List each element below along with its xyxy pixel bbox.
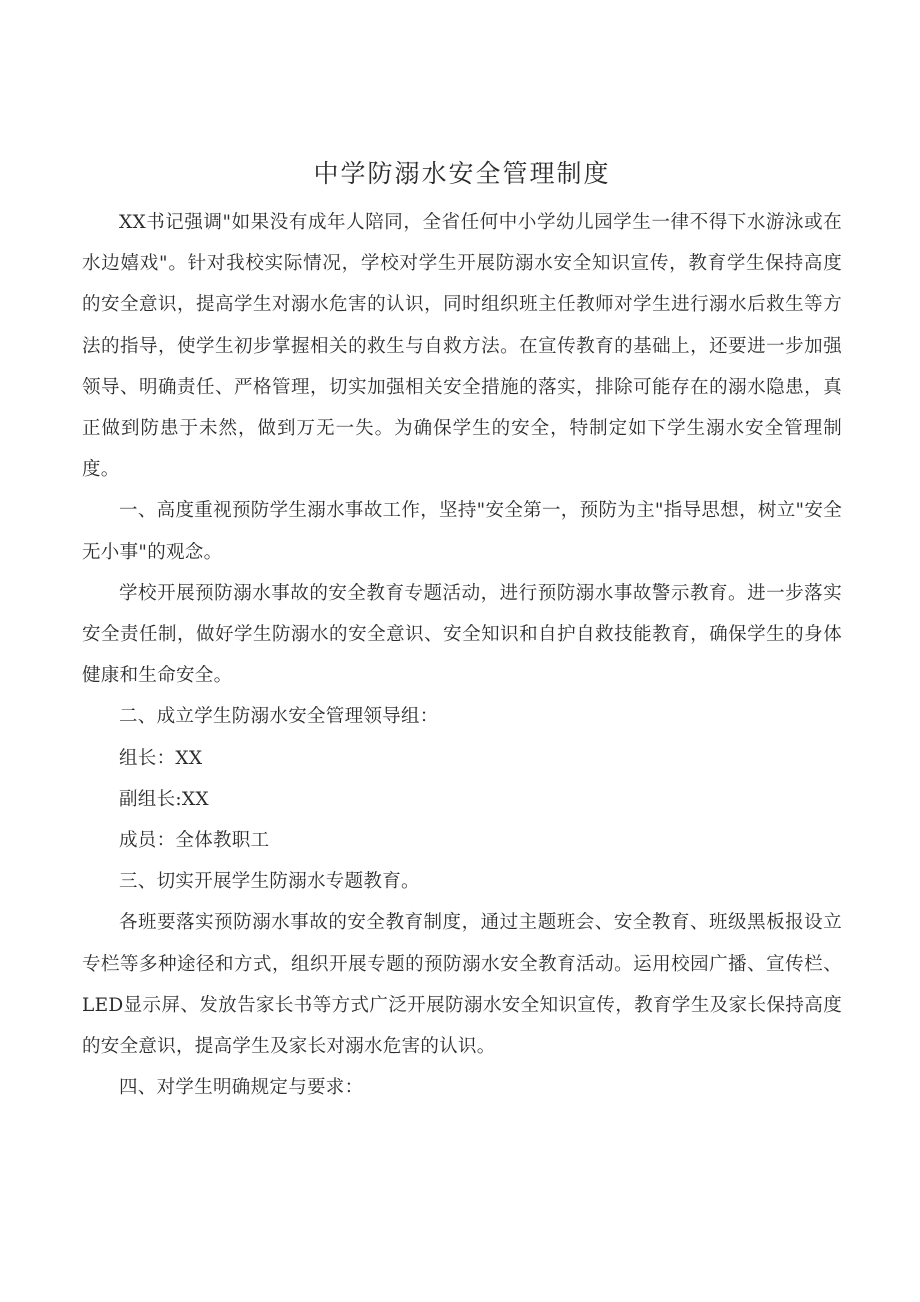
document-page [82,150,842,1108]
deputy-leader-line: 副组长:XX [119,788,209,810]
document-title: 中学防溺水安全管理制度 [313,159,611,188]
section-one-heading: 一、高度重视预防学生溺水事故工作，坚持"安全第一，预防为主"指导思想，树立"安全无小事"的观念。 [82,500,842,563]
section-two-heading: 二、成立学生防溺水安全管理领导组： [119,706,439,728]
section-three-body: 各班要落实预防溺水事故的安全教育制度，通过主题班会、安全教育、班级黑板报设立专栏等多种途径和方式，组织开展专题的预防溺水安全教育活动。运用校园广播、宣传栏、LED显示屏、发放告家长书等方式广泛开展防溺水安全知识宣传，教育学生及家长保持高度的安全意识，提高学生及家长对溺水危害的认识。 [82,912,842,1058]
section-four-heading: 四、对学生明确规定与要求： [119,1077,364,1099]
members-line: 成员：全体教职工 [119,830,270,852]
section-three-heading: 三、切实开展学生防溺水专题教育。 [119,871,420,893]
intro-paragraph: XX书记强调"如果没有成年人陪同，全省任何中小学幼儿园学生一律不得下水游泳或在水边嬉戏"。针对我校实际情况，学校对学生开展防溺水安全知识宣传，教育学生保持高度的安全意识，提高学生对溺水危害的认识，同时组织班主任教师对学生进行溺水后救生等方法的指导，使学生初步掌握相关的救生与自救方法。在宣传教育的基础上，还要进一步加强领导、明确责任、严格管理，切实加强相关安全措施的落实，排除可能存在的溺水隐患，真正做到防患于未然，做到万无一失。为确保学生的安全，特制定如下学生溺水安全管理制度。 [82,212,842,481]
group-leader-line: 组长：XX [119,747,203,769]
section-one-body: 学校开展预防溺水事故的安全教育专题活动，进行预防溺水事故警示教育。进一步落实安全责任制，做好学生防溺水的安全意识、安全知识和自护自救技能教育，确保学生的身体健康和生命安全。 [82,582,842,687]
